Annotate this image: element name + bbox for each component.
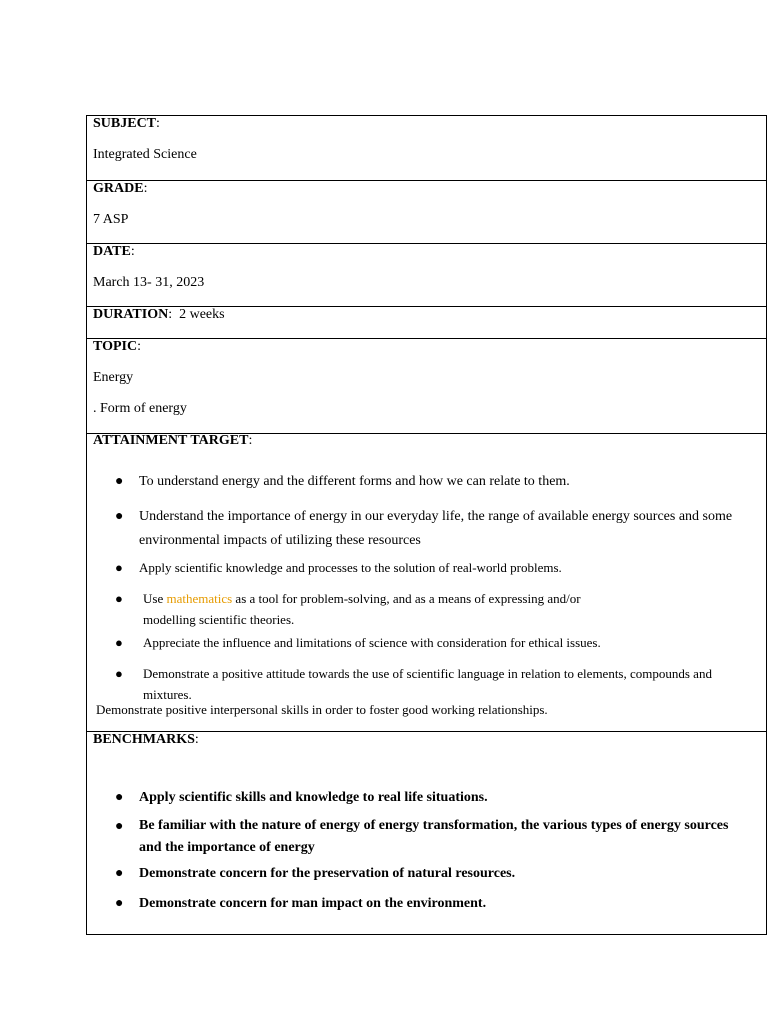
bullet-icon: ● [115, 819, 124, 834]
grade-row [87, 180, 766, 243]
topic-value: Energy [93, 370, 134, 385]
grade-value: 7 ASP [93, 212, 129, 227]
attainment-row: ATTAINMENT TARGET: ● To understand energy and the different forms and how we can relate to them. ● Understand the importance of energy in our everyday life, the range of available energy sources and some environmental impacts of utilizing these resources ● Apply scientific knowledge and processes to the solution of real-world problems. ● Use mathematics as a tool for problem-solving, and as a means of expressing and/or modelling scientific theories. ● Appreciate the influence and limitations of science with consideration for ethical issues. ● Demonstrate a positive attitude towards the use of scientific language in relation to elements, compounds and mixtures. Demonstrate positive interpersonal skills in order to foster good working relationships. [87, 433, 766, 731]
bullet-icon: ● [115, 509, 124, 524]
attainment-trailing: Demonstrate positive interpersonal skills in order to foster good working relationships. [96, 702, 548, 717]
topic-row [87, 338, 766, 433]
mathematics-link[interactable]: mathematics [166, 591, 233, 606]
topic-subtopic: . Form of energy [93, 401, 187, 416]
grade-label: GRADE: [93, 181, 148, 196]
bullet-icon: ● [115, 790, 124, 805]
bullet-icon: ● [115, 591, 123, 606]
duration-row [87, 306, 766, 338]
date-value: March 13- 31, 2023 [93, 275, 205, 290]
subject-value: Integrated Science [93, 147, 197, 162]
bullet-icon: ● [115, 474, 124, 489]
bullet-icon: ● [115, 866, 124, 881]
subject-label: SUBJECT: [93, 116, 160, 131]
date-label: DATE: [93, 244, 135, 259]
duration-value: 2 weeks [179, 307, 225, 322]
date-row [87, 243, 766, 306]
topic-label: TOPIC: [93, 339, 141, 354]
attainment-label: ATTAINMENT TARGET: [93, 433, 253, 448]
bullet-icon: ● [115, 896, 124, 911]
duration-label: DURATION: 2 weeks [93, 307, 225, 322]
benchmarks-row: BENCHMARKS: ● Apply scientific skills and knowledge to real life situations. ● Be familiar with the nature of energy of energy transformation, the various types of energy sources and the importance of energy ● Demonstrate concern for the preservation of natural resources. ● Demonstrate concern for man impact on the environment. [87, 731, 766, 934]
bullet-icon: ● [115, 635, 123, 650]
lesson-plan-table [86, 115, 767, 935]
subject-row [87, 116, 766, 180]
bullet-icon: ● [115, 666, 123, 681]
bullet-icon: ● [115, 560, 123, 575]
benchmarks-label: BENCHMARKS: [93, 732, 199, 747]
